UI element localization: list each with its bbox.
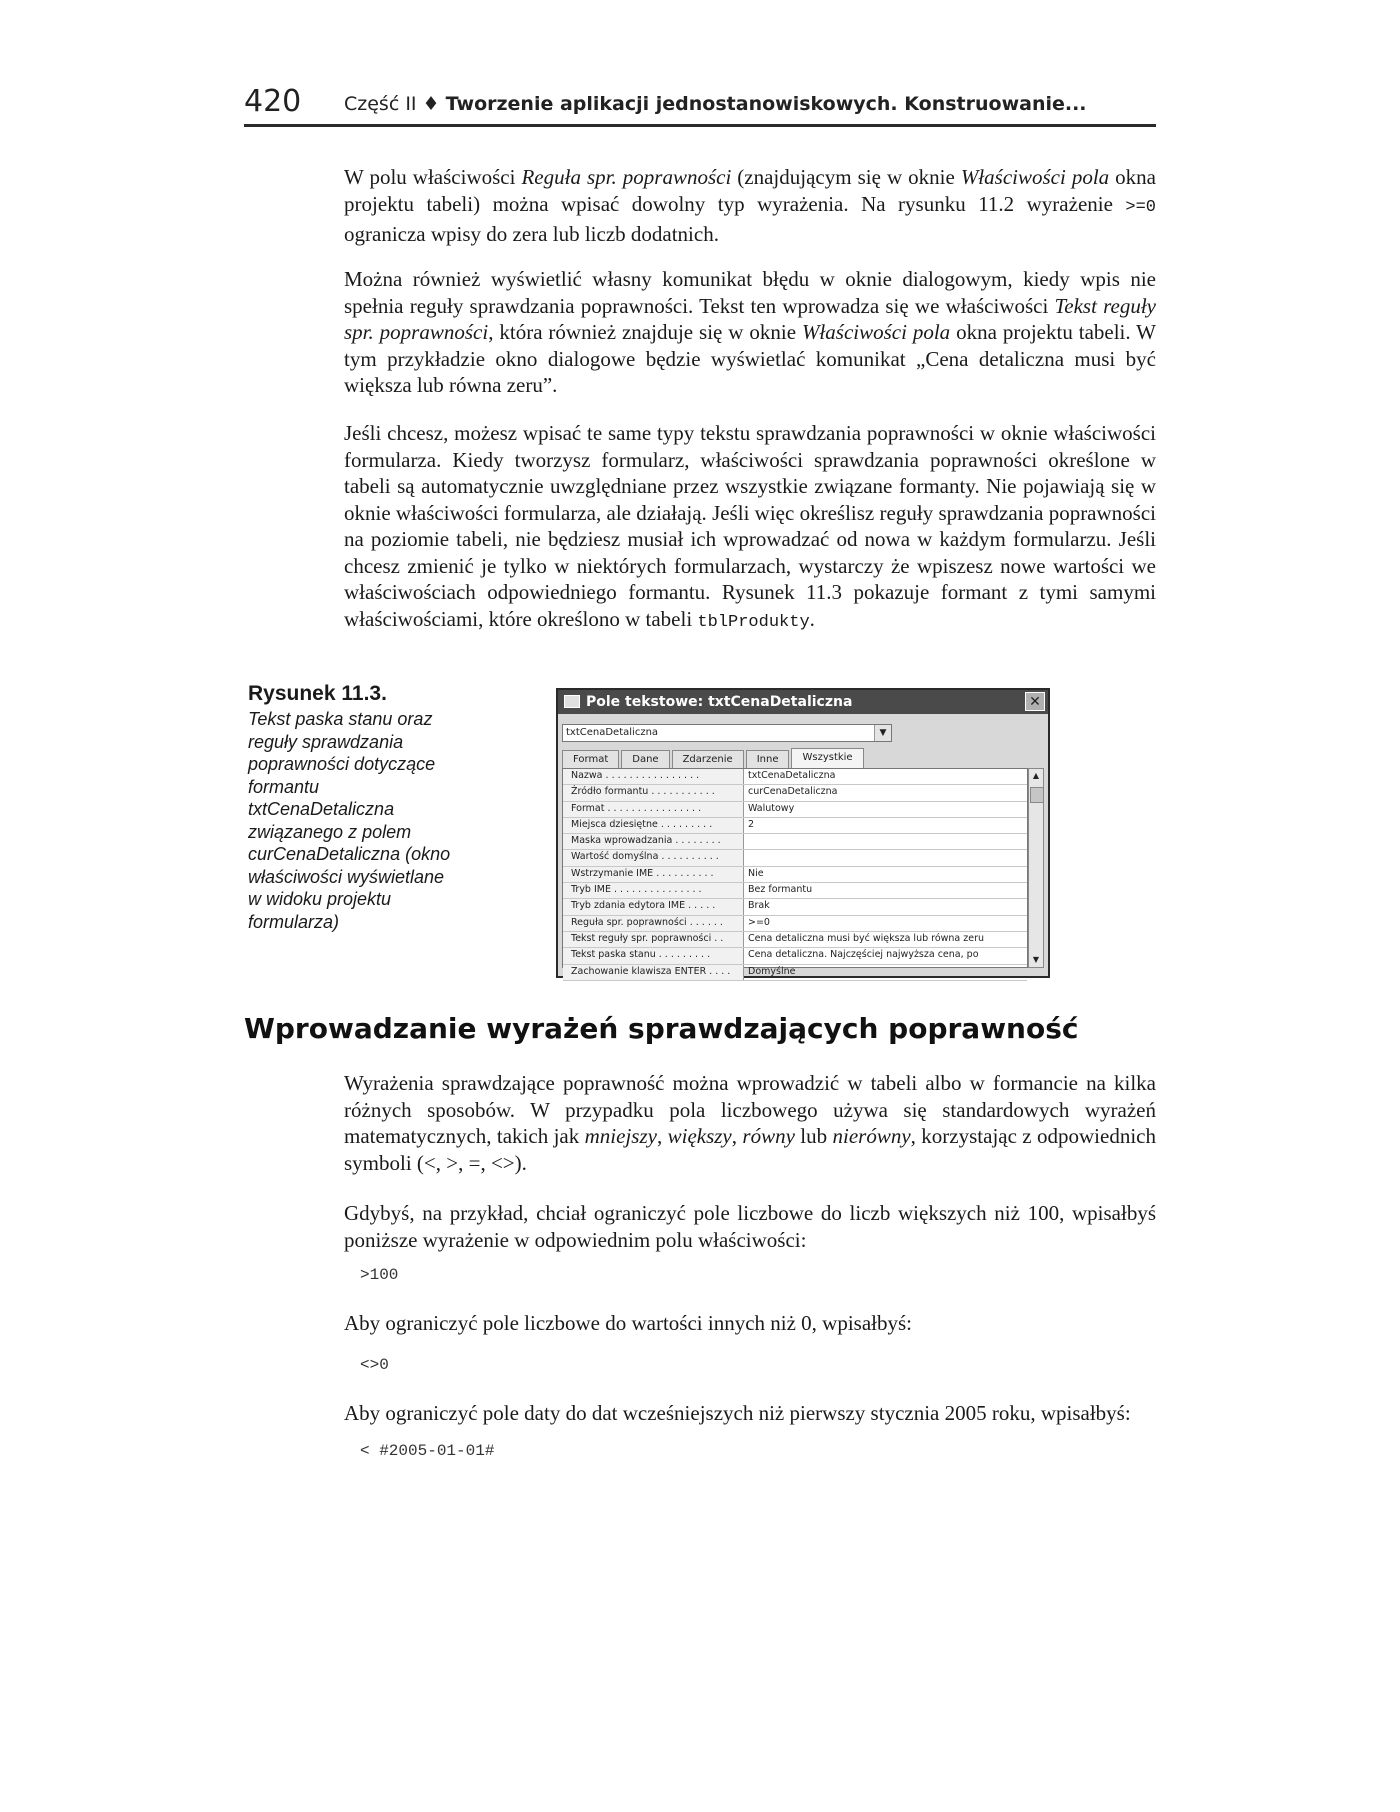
properties-dialog — [556, 688, 1050, 978]
caption-label: Rysunek 11.3. — [248, 682, 387, 705]
emph: większy — [667, 1124, 732, 1148]
tab-zdarzenie[interactable]: Zdarzenie — [672, 750, 744, 769]
paragraph-3 — [344, 420, 1156, 636]
property-row[interactable] — [563, 867, 1027, 883]
scroll-thumb[interactable] — [1030, 787, 1044, 803]
property-name: Reguła spr. poprawności . . . . . . — [563, 916, 744, 931]
dialog-title-bar[interactable] — [558, 690, 1048, 714]
control-select[interactable] — [562, 724, 892, 742]
property-name: Tryb IME . . . . . . . . . . . . . . . — [563, 883, 744, 898]
text: Można również wyświetlić własny komunikat błędu w oknie dialogowym, kiedy wpis nie spełnia reguły sprawdzania poprawności. Tekst ten wprowadza się we właściwości — [344, 267, 1156, 318]
paragraph-5 — [344, 1200, 1156, 1253]
property-value[interactable] — [744, 834, 748, 849]
text: lub — [794, 1124, 833, 1148]
property-name: Miejsca dziesiętne . . . . . . . . . — [563, 818, 744, 833]
text: , korzystając z odpowiednich symboli (<, >, =, <>). — [344, 1124, 1156, 1175]
vertical-scrollbar[interactable] — [1028, 768, 1044, 968]
text: W polu właściwości — [344, 165, 522, 189]
close-icon[interactable]: ✕ — [1025, 692, 1045, 711]
emph: Tekst reguły spr. poprawności — [344, 293, 1156, 344]
property-row[interactable] — [563, 785, 1027, 801]
property-row[interactable] — [563, 834, 1027, 850]
text: Jeśli chcesz, możesz wpisać te same typy tekstu sprawdzania poprawności w oknie właściwości formularza. Kiedy tworzysz formularz, właściwości sprawdzania poprawności określone w tabeli są automatycznie uwzględniane przez wszystkie związane formanty. Nie pojawiają się w oknie właściwości formularza, ale działają. Jeśli więc określisz reguły sprawdzania poprawności na poziomie tabeli, nie będziesz musiał ich wprowadzać od nowa w każdym formularzu. Jeśli chcesz zmienić je tylko w niektórych formularzach, wystarczy że wpiszesz nowe wartości we właściwościach odpowiedniego formantu. Rysunek 11.3 pokazuje formant z tymi samymi właściwościami, które określono w tabeli — [344, 421, 1156, 631]
property-value[interactable]: Brak — [748, 900, 770, 912]
dialog-title: Pole tekstowe: txtCenaDetaliczna — [586, 694, 853, 710]
property-name: Wstrzymanie IME . . . . . . . . . . — [563, 867, 744, 882]
property-row[interactable] — [563, 883, 1027, 899]
property-name: Wartość domyślna . . . . . . . . . . — [563, 850, 744, 865]
properties-icon — [564, 695, 580, 708]
emph: Właściwości pola — [801, 320, 951, 344]
tab-format[interactable]: Format — [562, 750, 619, 769]
figure-caption — [248, 682, 458, 933]
text: Wyrażenia sprawdzające poprawność można wprowadzić w tabeli albo w formancie na kilka różnych sposobów. W przypadku pola liczbowego używa się standardowych wyrażeń matematycznych, takich jak — [344, 1071, 1156, 1148]
control-select-value: txtCenaDetaliczna — [566, 727, 659, 738]
property-row[interactable] — [563, 899, 1027, 915]
paragraph-2 — [344, 266, 1156, 399]
emph: równy — [742, 1124, 795, 1148]
paragraph-text: Aby ograniczyć pole liczbowe do wartości innych niż 0, wpisałbyś: — [344, 1311, 913, 1335]
paragraph-1 — [344, 164, 1156, 248]
section-heading: Wprowadzanie wyrażeń sprawdzających poprawność — [244, 1012, 1079, 1045]
paragraph-7 — [344, 1400, 1156, 1427]
text: , która również znajduje się w oknie — [488, 320, 802, 344]
code-example-1: >100 — [360, 1266, 399, 1284]
scroll-down-icon[interactable]: ▼ — [1032, 955, 1040, 964]
property-value[interactable] — [744, 850, 748, 865]
text: , — [656, 1124, 668, 1148]
scroll-up-icon[interactable]: ▲ — [1032, 771, 1040, 780]
property-name: Nazwa . . . . . . . . . . . . . . . . — [563, 769, 744, 784]
code-example-3: < #2005-01-01# — [360, 1442, 495, 1460]
paragraph-6 — [344, 1310, 1156, 1337]
text: ogranicza wpisy do zera lub liczb dodatnich. — [344, 222, 719, 246]
tab-inne[interactable]: Inne — [746, 750, 790, 769]
text: okna projektu tabeli. W tym przykładzie okno dialogowe będzie wyświetlać komunikat „Cena detaliczna musi być większa lub równa zeru”. — [344, 320, 1156, 397]
property-value[interactable]: Nie — [748, 867, 764, 879]
property-tabs — [562, 748, 866, 768]
property-name: Źródło formantu . . . . . . . . . . . — [563, 785, 744, 800]
property-row[interactable] — [563, 850, 1027, 866]
inline-code: >=0 — [1125, 197, 1156, 217]
property-value[interactable]: Bez formantu — [748, 884, 813, 896]
paragraph-4 — [344, 1070, 1156, 1176]
property-value[interactable]: txtCenaDetaliczna — [748, 770, 836, 781]
paragraph-text: Gdybyś, na przykład, chciał ograniczyć pole liczbowe do liczb większych niż 100, wpisałbyś poniższe wyrażenie w odpowiednim polu właściwości: — [344, 1201, 1156, 1252]
property-row[interactable] — [563, 932, 1027, 948]
property-value[interactable]: Cena detaliczna. Najczęściej najwyższa cena, po — [748, 949, 979, 961]
property-value[interactable]: 2 — [748, 818, 755, 830]
emph: Reguła spr. poprawności — [521, 165, 732, 189]
tab-dane[interactable]: Dane — [621, 750, 669, 769]
text: okna projektu tabeli) można wpisać dowolny typ wyrażenia. Na rysunku 11.2 wyrażenie — [344, 165, 1156, 216]
emph: nierówny — [832, 1124, 911, 1148]
property-name: Zachowanie klawisza ENTER . . . . — [563, 965, 744, 980]
text: , — [731, 1124, 743, 1148]
property-value[interactable]: curCenaDetaliczna — [748, 786, 838, 798]
property-row[interactable] — [563, 916, 1027, 932]
caption-text: Tekst paska stanu oraz reguły sprawdzania poprawności dotyczące formantu txtCenaDetaliczna związanego z polem curCenaDetaliczna (okno właściwości wyświetlane w widoku projektu formularza) — [248, 709, 451, 932]
page-number: 420 — [244, 84, 302, 119]
paragraph-text: Aby ograniczyć pole daty do dat wcześniejszych niż pierwszy stycznia 2005 roku, wpisałbyś: — [344, 1401, 1131, 1425]
chapter-title: Tworzenie aplikacji jednostanowiskowych. Konstruowanie... — [445, 93, 1087, 115]
property-name: Tryb zdania edytora IME . . . . . — [563, 899, 744, 914]
property-row[interactable] — [563, 965, 1027, 981]
property-name: Tekst reguły spr. poprawności . . — [563, 932, 744, 947]
property-row[interactable] — [563, 802, 1027, 818]
part-label: Część II ♦ — [344, 93, 446, 115]
emph: Właściwości pola — [960, 165, 1110, 189]
property-value[interactable]: Domyślne — [748, 965, 796, 977]
property-name: Tekst paska stanu . . . . . . . . . — [563, 948, 744, 963]
emph: mniejszy — [584, 1124, 657, 1148]
property-value[interactable]: Cena detaliczna musi być większa lub równa zeru — [748, 932, 985, 944]
code-example-2: <>0 — [360, 1356, 389, 1374]
property-name: Format . . . . . . . . . . . . . . . . — [563, 802, 744, 817]
property-row[interactable] — [563, 948, 1027, 964]
tab-wszystkie[interactable]: Wszystkie — [791, 748, 863, 769]
text: . — [809, 606, 815, 631]
property-name: Maska wprowadzania . . . . . . . . — [563, 834, 744, 849]
property-value[interactable]: Walutowy — [748, 802, 795, 814]
text: (znajdującym się w oknie — [731, 165, 961, 189]
inline-code: tblProdukty — [697, 612, 810, 632]
running-head — [344, 93, 1087, 115]
property-value[interactable]: >=0 — [748, 916, 770, 928]
chevron-down-icon[interactable]: ▼ — [874, 725, 891, 741]
running-header — [244, 84, 1156, 127]
property-row[interactable] — [563, 818, 1027, 834]
property-row[interactable] — [563, 769, 1027, 785]
property-grid — [562, 768, 1028, 977]
